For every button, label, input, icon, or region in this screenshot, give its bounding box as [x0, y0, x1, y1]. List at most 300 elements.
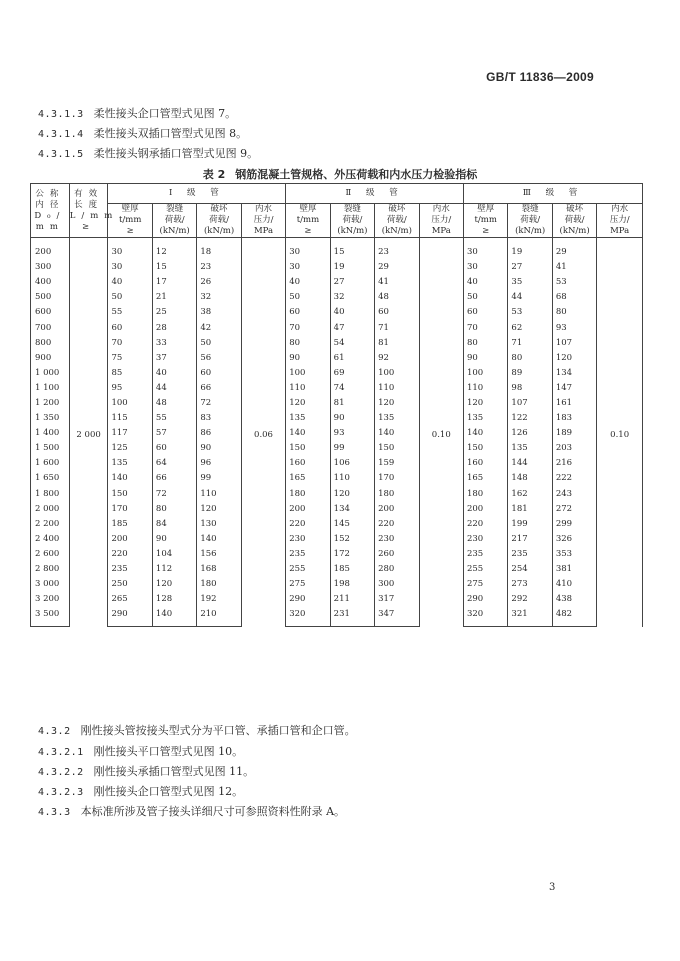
cell-crack-load: 44 [152, 381, 196, 396]
cell-water-pressure: 0.10 [419, 238, 463, 627]
cell-failure-load: 120 [552, 351, 596, 366]
clause-number: 4.3.1.5 [38, 149, 84, 160]
cell-diameter: 700 [31, 320, 70, 335]
cell-crack-load: 60 [152, 441, 196, 456]
table-row [31, 336, 643, 351]
cell-crack-load: 17 [152, 275, 196, 290]
cell-crack-load: 80 [152, 502, 196, 517]
cell-wall-thickness: 235 [286, 547, 330, 562]
header-line: 压力/ [609, 215, 630, 225]
table-row [31, 471, 643, 486]
cell-diameter: 3 500 [31, 607, 70, 627]
header-wall-thickness [463, 204, 507, 238]
table-row [31, 351, 643, 366]
cell-crack-load: 27 [508, 260, 552, 275]
cell-crack-load: 44 [508, 290, 552, 305]
cell-crack-load: 93 [330, 426, 374, 441]
cell-diameter: 3 200 [31, 592, 70, 607]
cell-wall-thickness: 100 [286, 366, 330, 381]
cell-failure-load: 81 [375, 336, 419, 351]
header-line: 破坏 [210, 204, 228, 214]
cell-failure-load: 216 [552, 456, 596, 471]
header-line: 破坏 [566, 204, 584, 214]
cell-crack-load: 292 [508, 592, 552, 607]
cell-wall-thickness: 40 [108, 275, 152, 290]
cell-diameter: 3 000 [31, 577, 70, 592]
cell-failure-load: 80 [552, 305, 596, 320]
cell-wall-thickness: 40 [463, 275, 507, 290]
header-line: 压力/ [253, 215, 274, 225]
cell-crack-load: 273 [508, 577, 552, 592]
cell-crack-load: 54 [330, 336, 374, 351]
table-row [31, 547, 643, 562]
header-line: ≥ [304, 226, 312, 236]
cell-wall-thickness: 200 [286, 502, 330, 517]
table-row [31, 305, 643, 320]
cell-failure-load: 482 [552, 607, 596, 627]
table-row [31, 381, 643, 396]
cell-crack-load: 15 [330, 238, 374, 261]
cell-failure-load: 192 [197, 592, 241, 607]
header-line: ≥ [126, 226, 134, 236]
cell-failure-load: 68 [552, 290, 596, 305]
cell-crack-load: 61 [330, 351, 374, 366]
cell-wall-thickness: 275 [463, 577, 507, 592]
cell-diameter: 300 [31, 260, 70, 275]
header-line: 裂缝 [343, 204, 361, 214]
table-row [31, 238, 643, 261]
cell-failure-load: 353 [552, 547, 596, 562]
header-line: MPa [431, 226, 451, 236]
cell-failure-load: 134 [552, 366, 596, 381]
cell-failure-load: 140 [197, 532, 241, 547]
cell-failure-load: 86 [197, 426, 241, 441]
cell-wall-thickness: 125 [108, 441, 152, 456]
header-line: t/mm [296, 215, 320, 225]
cell-wall-thickness: 140 [286, 426, 330, 441]
cell-crack-load: 120 [330, 487, 374, 502]
cell-wall-thickness: 110 [286, 381, 330, 396]
table-row [31, 441, 643, 456]
cell-wall-thickness: 150 [108, 487, 152, 502]
header-line: (kN/m) [381, 226, 412, 236]
table-row [31, 366, 643, 381]
cell-crack-load: 64 [152, 456, 196, 471]
cell-wall-thickness: 235 [108, 562, 152, 577]
cell-crack-load: 144 [508, 456, 552, 471]
cell-crack-load: 72 [152, 487, 196, 502]
cell-wall-thickness: 60 [463, 305, 507, 320]
clause-number: 4.3.2 [38, 726, 71, 737]
cell-failure-load: 60 [375, 305, 419, 320]
table-row [31, 411, 643, 426]
cell-wall-thickness: 220 [108, 547, 152, 562]
clause [38, 803, 345, 819]
cell-diameter: 2 400 [31, 532, 70, 547]
header-grade-1: Ⅰ 级 管 [108, 184, 286, 204]
cell-wall-thickness: 30 [108, 238, 152, 261]
cell-crack-load: 62 [508, 320, 552, 335]
cell-wall-thickness: 290 [286, 592, 330, 607]
cell-diameter: 2 800 [31, 562, 70, 577]
clause-text: 柔性接头企口管型式见图 7。 [93, 107, 237, 120]
header-line: (kN/m) [159, 226, 190, 236]
cell-wall-thickness: 80 [286, 336, 330, 351]
cell-failure-load: 23 [197, 260, 241, 275]
cell-wall-thickness: 70 [108, 336, 152, 351]
cell-failure-load: 71 [375, 320, 419, 335]
cell-failure-load: 180 [197, 577, 241, 592]
header-water-pressure [419, 204, 463, 238]
clause [38, 783, 243, 799]
cell-failure-load: 135 [375, 411, 419, 426]
cell-failure-load: 280 [375, 562, 419, 577]
cell-crack-load: 66 [152, 471, 196, 486]
cell-wall-thickness: 30 [286, 238, 330, 261]
clause [38, 125, 247, 141]
cell-crack-load: 148 [508, 471, 552, 486]
cell-failure-load: 92 [375, 351, 419, 366]
clause-number: 4.3.1.4 [38, 129, 84, 140]
table-row [31, 532, 643, 547]
header-grade-3: Ⅲ 级 管 [463, 184, 642, 204]
clause-text: 刚性接头承插口管型式见图 11。 [93, 765, 255, 778]
cell-crack-load: 107 [508, 396, 552, 411]
cell-diameter: 1 200 [31, 396, 70, 411]
clause-number: 4.3.3 [38, 807, 71, 818]
cell-failure-load: 326 [552, 532, 596, 547]
cell-crack-load: 120 [152, 577, 196, 592]
cell-failure-load: 299 [552, 517, 596, 532]
cell-wall-thickness: 150 [463, 441, 507, 456]
cell-failure-load: 156 [197, 547, 241, 562]
cell-crack-load: 74 [330, 381, 374, 396]
cell-crack-load: 48 [152, 396, 196, 411]
cell-failure-load: 23 [375, 238, 419, 261]
clause [38, 145, 258, 161]
cell-crack-load: 90 [152, 532, 196, 547]
cell-wall-thickness: 50 [286, 290, 330, 305]
cell-crack-load: 106 [330, 456, 374, 471]
cell-diameter: 2 000 [31, 502, 70, 517]
cell-crack-load: 81 [330, 396, 374, 411]
cell-failure-load: 56 [197, 351, 241, 366]
cell-failure-load: 110 [375, 381, 419, 396]
cell-wall-thickness: 170 [108, 502, 152, 517]
cell-wall-thickness: 135 [463, 411, 507, 426]
header-line: MPa [253, 226, 274, 236]
cell-crack-load: 235 [508, 547, 552, 562]
cell-wall-thickness: 200 [108, 532, 152, 547]
cell-crack-load: 19 [508, 238, 552, 261]
cell-failure-load: 159 [375, 456, 419, 471]
cell-wall-thickness: 235 [463, 547, 507, 562]
cell-wall-thickness: 70 [463, 320, 507, 335]
cell-wall-thickness: 120 [463, 396, 507, 411]
header-line: (kN/m) [203, 226, 235, 236]
cell-failure-load: 38 [197, 305, 241, 320]
header-line: t/mm [474, 215, 497, 225]
standard-code: GB/T 11836—2009 [486, 70, 594, 84]
cell-wall-thickness: 50 [463, 290, 507, 305]
cell-wall-thickness: 180 [463, 487, 507, 502]
header-line: t/mm [118, 215, 142, 225]
cell-wall-thickness: 95 [108, 381, 152, 396]
cell-failure-load: 180 [375, 487, 419, 502]
cell-crack-load: 55 [152, 411, 196, 426]
cell-crack-load: 211 [330, 592, 374, 607]
header-line: 破坏 [388, 204, 406, 214]
cell-crack-load: 122 [508, 411, 552, 426]
table-row [31, 577, 643, 592]
clause-text: 本标准所涉及管子接头详细尺寸可参照资料性附录 A。 [80, 805, 346, 818]
header-line: 荷载/ [164, 215, 185, 225]
cell-failure-load: 29 [375, 260, 419, 275]
cell-wall-thickness: 290 [108, 607, 152, 627]
header-line: 裂缝 [521, 204, 539, 214]
header-line: (kN/m) [337, 226, 368, 236]
cell-crack-load: 126 [508, 426, 552, 441]
cell-wall-thickness: 255 [463, 562, 507, 577]
cell-failure-load: 381 [552, 562, 596, 577]
header-line: 荷载/ [564, 215, 585, 225]
cell-failure-load: 220 [375, 517, 419, 532]
cell-failure-load: 243 [552, 487, 596, 502]
cell-wall-thickness: 230 [286, 532, 330, 547]
cell-wall-thickness: 200 [463, 502, 507, 517]
cell-crack-load: 12 [152, 238, 196, 261]
clause-number: 4.3.2.1 [38, 747, 84, 758]
cell-crack-load: 53 [508, 305, 552, 320]
cell-failure-load: 230 [375, 532, 419, 547]
cell-crack-load: 84 [152, 517, 196, 532]
cell-diameter: 600 [31, 305, 70, 320]
cell-diameter: 1 800 [31, 487, 70, 502]
cell-crack-load: 112 [152, 562, 196, 577]
header-grade-2: Ⅱ 级 管 [286, 184, 464, 204]
cell-failure-load: 438 [552, 592, 596, 607]
cell-diameter: 1 650 [31, 471, 70, 486]
header-line: (kN/m) [515, 226, 546, 236]
cell-failure-load: 260 [375, 547, 419, 562]
cell-crack-load: 134 [330, 502, 374, 517]
cell-crack-load: 254 [508, 562, 552, 577]
cell-wall-thickness: 185 [108, 517, 152, 532]
cell-wall-thickness: 180 [286, 487, 330, 502]
cell-failure-load: 41 [552, 260, 596, 275]
cell-failure-load: 120 [197, 502, 241, 517]
table-row [31, 260, 643, 275]
header-line: 内水 [611, 204, 629, 214]
table-row [31, 290, 643, 305]
cell-failure-load: 168 [197, 562, 241, 577]
cell-failure-load: 53 [552, 275, 596, 290]
header-line: ≥ [482, 226, 490, 236]
header-water-pressure [241, 204, 285, 238]
cell-crack-load: 140 [152, 607, 196, 627]
table-caption-title: 钢筋混凝土管规格、外压荷载和内水压力检验指标 [235, 168, 478, 181]
cell-wall-thickness: 165 [463, 471, 507, 486]
cell-wall-thickness: 265 [108, 592, 152, 607]
clause-number: 4.3.2.2 [38, 767, 84, 778]
cell-failure-load: 83 [197, 411, 241, 426]
cell-failure-load: 107 [552, 336, 596, 351]
cell-wall-thickness: 230 [463, 532, 507, 547]
cell-wall-thickness: 80 [463, 336, 507, 351]
cell-failure-load: 66 [197, 381, 241, 396]
cell-failure-load: 410 [552, 577, 596, 592]
header-failure-load [552, 204, 596, 238]
cell-crack-load: 89 [508, 366, 552, 381]
header-crack-load [508, 204, 552, 238]
cell-wall-thickness: 40 [286, 275, 330, 290]
cell-wall-thickness: 60 [286, 305, 330, 320]
cell-crack-load: 25 [152, 305, 196, 320]
cell-crack-load: 19 [330, 260, 374, 275]
cell-crack-load: 217 [508, 532, 552, 547]
cell-wall-thickness: 140 [108, 471, 152, 486]
cell-diameter: 1 350 [31, 411, 70, 426]
cell-failure-load: 32 [197, 290, 241, 305]
cell-diameter: 2 200 [31, 517, 70, 532]
cell-diameter: 500 [31, 290, 70, 305]
cell-crack-load: 172 [330, 547, 374, 562]
cell-wall-thickness: 290 [463, 592, 507, 607]
table-row [31, 320, 643, 335]
cell-failure-load: 150 [375, 441, 419, 456]
clause [38, 722, 356, 738]
table-body [31, 238, 643, 627]
cell-diameter: 1 000 [31, 366, 70, 381]
cell-crack-load: 135 [508, 441, 552, 456]
sub-header-row [31, 204, 643, 238]
cell-wall-thickness: 120 [286, 396, 330, 411]
cell-failure-load: 189 [552, 426, 596, 441]
header-failure-load [375, 204, 419, 238]
cell-crack-load: 80 [508, 351, 552, 366]
spec-table [30, 183, 643, 627]
cell-failure-load: 317 [375, 592, 419, 607]
cell-crack-load: 32 [330, 290, 374, 305]
cell-failure-load: 26 [197, 275, 241, 290]
cell-crack-load: 145 [330, 517, 374, 532]
cell-crack-load: 33 [152, 336, 196, 351]
header-failure-load [197, 204, 241, 238]
cell-water-pressure: 0.06 [241, 238, 285, 627]
header-line: 压力/ [431, 215, 452, 225]
cell-failure-load: 42 [197, 320, 241, 335]
clause [38, 743, 243, 759]
clause-text: 刚性接头管按接头型式分为平口管、承插口管和企口管。 [80, 724, 356, 737]
cell-crack-load: 40 [330, 305, 374, 320]
cell-wall-thickness: 100 [463, 366, 507, 381]
clause-text: 刚性接头平口管型式见图 10。 [93, 745, 244, 758]
cell-failure-load: 50 [197, 336, 241, 351]
clause-text: 刚性接头企口管型式见图 12。 [93, 785, 244, 798]
cell-wall-thickness: 30 [108, 260, 152, 275]
cell-diameter: 2 600 [31, 547, 70, 562]
cell-crack-load: 98 [508, 381, 552, 396]
cell-wall-thickness: 70 [286, 320, 330, 335]
cell-wall-thickness: 150 [286, 441, 330, 456]
header-line: 荷载/ [386, 215, 407, 225]
cell-wall-thickness: 30 [463, 238, 507, 261]
cell-wall-thickness: 220 [463, 517, 507, 532]
cell-diameter: 200 [31, 238, 70, 261]
cell-failure-load: 99 [197, 471, 241, 486]
cell-wall-thickness: 115 [108, 411, 152, 426]
cell-failure-load: 120 [375, 396, 419, 411]
header-line: 荷载/ [209, 215, 229, 225]
cell-wall-thickness: 110 [463, 381, 507, 396]
header-line: 内水 [432, 204, 450, 214]
table-caption [0, 166, 680, 182]
cell-failure-load: 41 [375, 275, 419, 290]
cell-wall-thickness: 90 [286, 351, 330, 366]
cell-wall-thickness: 60 [108, 320, 152, 335]
cell-wall-thickness: 320 [286, 607, 330, 627]
clause-text: 柔性接头钢承插口管型式见图 9。 [93, 147, 259, 160]
cell-diameter: 1 600 [31, 456, 70, 471]
cell-failure-load: 222 [552, 471, 596, 486]
table-row [31, 562, 643, 577]
cell-failure-load: 48 [375, 290, 419, 305]
cell-failure-load: 100 [375, 366, 419, 381]
cell-failure-load: 130 [197, 517, 241, 532]
cell-wall-thickness: 220 [286, 517, 330, 532]
cell-wall-thickness: 90 [463, 351, 507, 366]
cell-failure-load: 170 [375, 471, 419, 486]
cell-crack-load: 128 [152, 592, 196, 607]
clause-number: 4.3.2.3 [38, 787, 84, 798]
header-line: 壁厚 [299, 204, 317, 214]
clause-number: 4.3.1.3 [38, 109, 84, 120]
cell-crack-load: 35 [508, 275, 552, 290]
clause [38, 105, 236, 121]
cell-crack-load: 231 [330, 607, 374, 627]
cell-failure-load: 110 [197, 487, 241, 502]
clause [38, 763, 254, 779]
cell-crack-load: 21 [152, 290, 196, 305]
header-line: 壁厚 [121, 204, 139, 214]
cell-crack-load: 90 [330, 411, 374, 426]
header-line: 壁厚 [477, 204, 495, 214]
table-row [31, 502, 643, 517]
table-row [31, 487, 643, 502]
cell-failure-load: 347 [375, 607, 419, 627]
cell-wall-thickness: 275 [286, 577, 330, 592]
cell-failure-load: 200 [375, 502, 419, 517]
cell-crack-load: 71 [508, 336, 552, 351]
cell-crack-load: 181 [508, 502, 552, 517]
table-row [31, 592, 643, 607]
cell-failure-load: 140 [375, 426, 419, 441]
cell-failure-load: 18 [197, 238, 241, 261]
cell-wall-thickness: 160 [286, 456, 330, 471]
cell-wall-thickness: 135 [286, 411, 330, 426]
cell-failure-load: 93 [552, 320, 596, 335]
cell-crack-load: 104 [152, 547, 196, 562]
cell-crack-load: 198 [330, 577, 374, 592]
cell-failure-load: 210 [197, 607, 241, 627]
cell-crack-load: 162 [508, 487, 552, 502]
cell-effective-length: 2 000 [69, 238, 108, 627]
cell-crack-load: 57 [152, 426, 196, 441]
table-row [31, 426, 643, 441]
cell-failure-load: 203 [552, 441, 596, 456]
table-row [31, 607, 643, 627]
cell-failure-load: 29 [552, 238, 596, 261]
